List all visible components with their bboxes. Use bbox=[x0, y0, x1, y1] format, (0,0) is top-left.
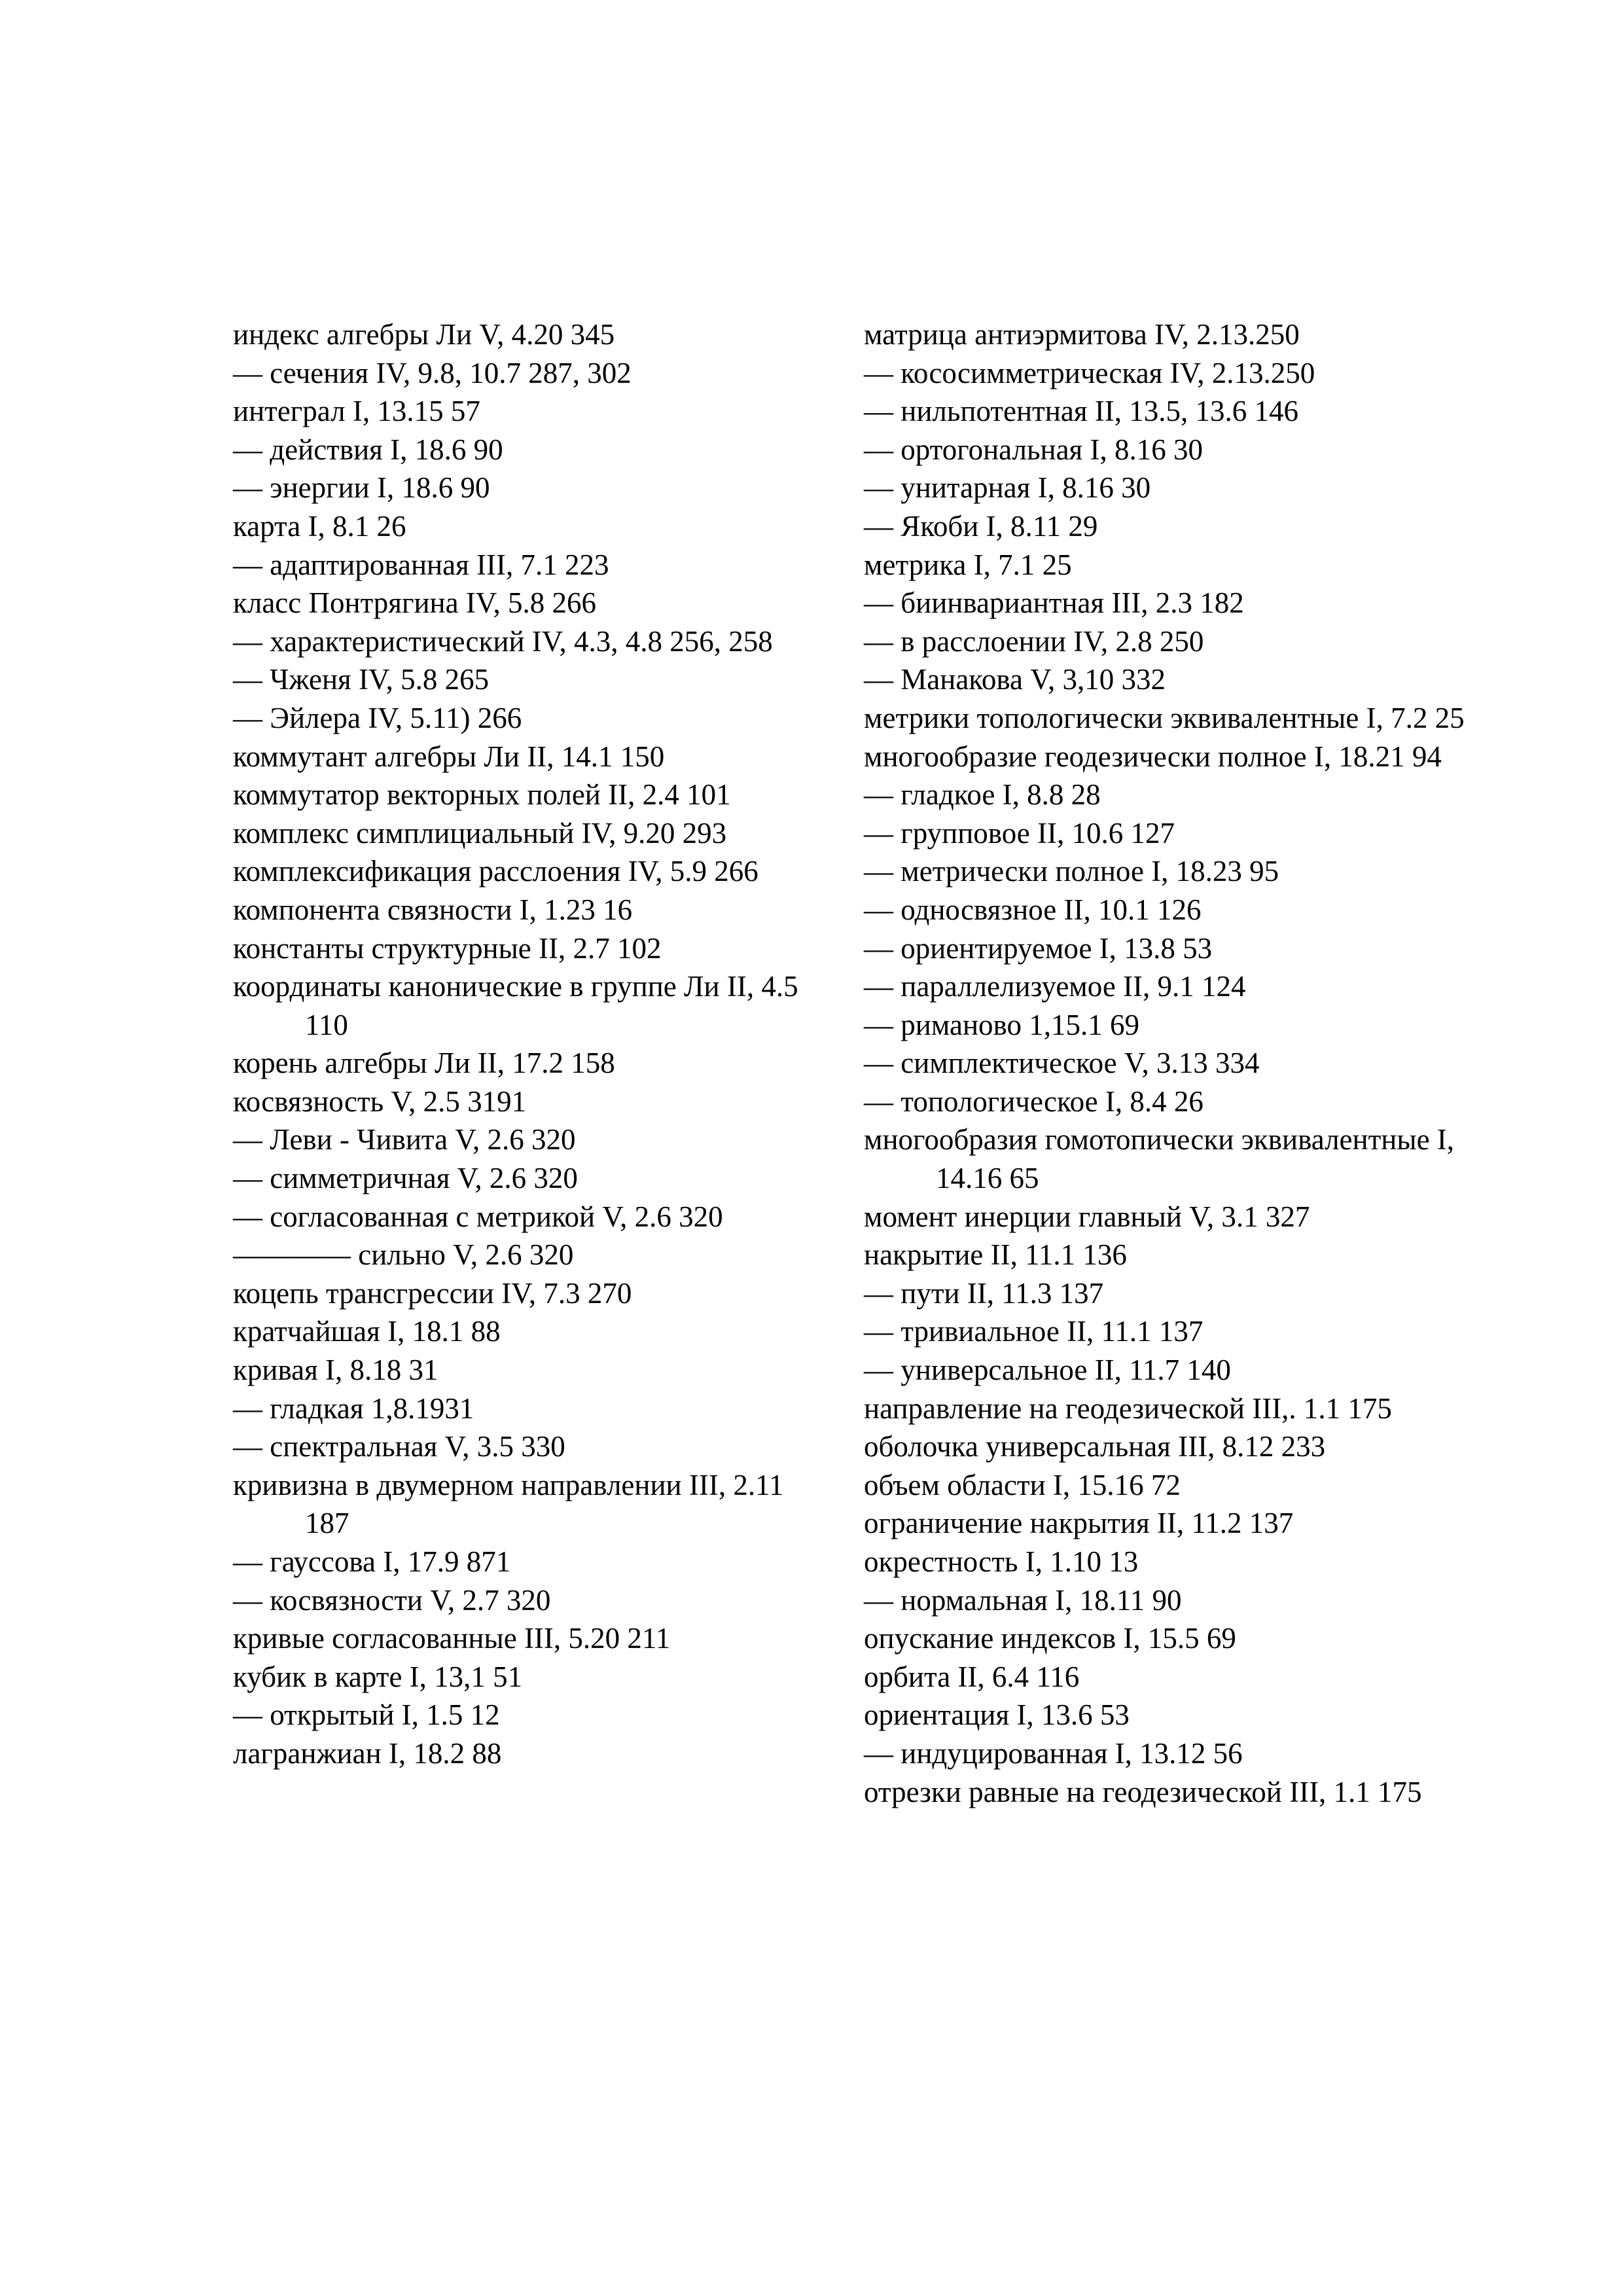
index-entry: — индуцированная I, 13.12 56 bbox=[864, 1736, 1243, 1770]
index-entry: ориентация I, 13.6 53 bbox=[864, 1698, 1130, 1732]
index-entry: — риманово 1,15.1 69 bbox=[864, 1008, 1139, 1041]
index-entry: класс Понтрягина IV, 5.8 266 bbox=[233, 586, 597, 620]
index-entry: — адаптированная III, 7.1 223 bbox=[233, 548, 609, 581]
index-entry: накрытие II, 11.1 136 bbox=[864, 1238, 1127, 1272]
index-entry: — нильпотентная II, 13.5, 13.6 146 bbox=[864, 395, 1298, 428]
index-entry: коцепь трансгрессии IV, 7.3 270 bbox=[233, 1276, 632, 1310]
index-entry: — косвязности V, 2.7 320 bbox=[233, 1583, 551, 1617]
index-entry: — гладкое I, 8.8 28 bbox=[864, 778, 1101, 812]
index-entry: многообразие геодезически полное I, 18.21 94 bbox=[864, 740, 1442, 773]
index-entry: — Якоби I, 8.11 29 bbox=[864, 509, 1098, 543]
index-entry: — сечения IV, 9.8, 10.7 287, 302 bbox=[233, 356, 632, 389]
index-entry: момент инерции главный V, 3.1 327 bbox=[864, 1200, 1310, 1233]
index-entry: орбита II, 6.4 116 bbox=[864, 1660, 1080, 1693]
index-entry: корень алгебры Ли II, 17.2 158 bbox=[233, 1047, 615, 1080]
index-entry: оболочка универсальная III, 8.12 233 bbox=[864, 1430, 1326, 1463]
index-entry: — метрически полное I, 18.23 95 bbox=[864, 855, 1279, 888]
index-entry: — согласованная с метрикой V, 2.6 320 bbox=[233, 1200, 723, 1233]
index-entry: — спектральная V, 3.5 330 bbox=[233, 1430, 565, 1463]
index-entry: метрика I, 7.1 25 bbox=[864, 548, 1072, 581]
index-entry: комплекс симплициальный IV, 9.20 293 bbox=[233, 816, 727, 850]
index-entry: — Манакова V, 3,10 332 bbox=[864, 663, 1166, 696]
index-entry: — открытый I, 1.5 12 bbox=[233, 1698, 500, 1732]
index-entry: отрезки равные на геодезической III, 1.1 175 bbox=[864, 1775, 1422, 1808]
index-entry: — топологическое I, 8.4 26 bbox=[864, 1085, 1204, 1118]
index-entry: комплексификация расслоения IV, 5.9 266 bbox=[233, 855, 758, 888]
index-entry: — в расслоении IV, 2.8 250 bbox=[864, 624, 1204, 658]
index-entry: индекс алгебры Ли V, 4.20 345 bbox=[233, 318, 615, 351]
index-entry: — симплектическое V, 3.13 334 bbox=[864, 1047, 1260, 1080]
index-entry: коммутант алгебры Ли II, 14.1 150 bbox=[233, 740, 665, 773]
index-entry: метрики топологически эквивалентные I, 7.2 25 bbox=[864, 701, 1465, 734]
index-entry: — Эйлера IV, 5.11) 266 bbox=[233, 701, 522, 734]
index-entry: — унитарная I, 8.16 30 bbox=[864, 471, 1151, 505]
index-entry: — ортогональная I, 8.16 30 bbox=[864, 433, 1203, 466]
index-entry: лагранжиан I, 18.2 88 bbox=[233, 1736, 502, 1770]
index-entry: — пути II, 11.3 137 bbox=[864, 1276, 1104, 1310]
index-entry: кривые согласованные III, 5.20 211 bbox=[233, 1622, 671, 1655]
index-column-right bbox=[864, 315, 1472, 1811]
index-entry: окрестность I, 1.10 13 bbox=[864, 1545, 1139, 1578]
index-entry: константы структурные II, 2.7 102 bbox=[233, 931, 662, 965]
index-entry: — тривиальное II, 11.1 137 bbox=[864, 1315, 1204, 1348]
index-entry: — универсальное II, 11.7 140 bbox=[864, 1354, 1231, 1387]
index-entry: многообразия гомотопически эквивалентные I, 14.16 65 bbox=[864, 1123, 1455, 1195]
index-entry: — нормальная I, 18.11 90 bbox=[864, 1583, 1182, 1617]
index-entry: косвязность V, 2.5 3191 bbox=[233, 1085, 527, 1118]
index-entry: — действия I, 18.6 90 bbox=[233, 433, 503, 466]
index-entry: опускание индексов I, 15.5 69 bbox=[864, 1622, 1236, 1655]
index-entry: — характеристический IV, 4.3, 4.8 256, 258 bbox=[233, 624, 773, 658]
index-entry: — энергии I, 18.6 90 bbox=[233, 471, 490, 505]
index-entry: — параллелизуемое II, 9.1 124 bbox=[864, 970, 1246, 1003]
index-entry: кратчайшая I, 18.1 88 bbox=[233, 1315, 501, 1348]
index-entry: — Леви - Чивита V, 2.6 320 bbox=[233, 1123, 576, 1157]
index-entry: компонента связности I, 1.23 16 bbox=[233, 893, 633, 926]
index-entry: координаты канонические в группе Ли II, 4.5 110 bbox=[233, 970, 798, 1041]
index-entry: — кососимметрическая IV, 2.13.250 bbox=[864, 356, 1315, 389]
index-entry: ———— сильно V, 2.6 320 bbox=[233, 1238, 574, 1272]
index-entry: — симметричная V, 2.6 320 bbox=[233, 1162, 578, 1195]
index-entry: — гауссова I, 17.9 871 bbox=[233, 1545, 511, 1578]
index-column-left bbox=[233, 315, 822, 1773]
index-entry: — Чженя IV, 5.8 265 bbox=[233, 663, 490, 696]
index-entry: коммутатор векторных полей II, 2.4 101 bbox=[233, 778, 731, 812]
index-entry: — биинвариантная III, 2.3 182 bbox=[864, 586, 1244, 620]
index-entry: интеграл I, 13.15 57 bbox=[233, 395, 480, 428]
index-entry: кубик в карте I, 13,1 51 bbox=[233, 1660, 523, 1693]
index-entry: — односвязное II, 10.1 126 bbox=[864, 893, 1202, 926]
index-entry: направление на геодезической III,. 1.1 175 bbox=[864, 1391, 1392, 1425]
index-entry: кривизна в двумерном направлении III, 2.11 187 bbox=[233, 1468, 784, 1540]
index-entry: объем области I, 15.16 72 bbox=[864, 1468, 1181, 1501]
index-entry: кривая I, 8.18 31 bbox=[233, 1354, 438, 1387]
index-entry: карта I, 8.1 26 bbox=[233, 509, 406, 543]
index-entry: — гладкая 1,8.1931 bbox=[233, 1391, 474, 1425]
index-entry: матрица антиэрмитова IV, 2.13.250 bbox=[864, 318, 1300, 351]
index-entry: — групповое II, 10.6 127 bbox=[864, 816, 1175, 850]
index-entry: — ориентируемое I, 13.8 53 bbox=[864, 931, 1213, 965]
index-entry: ограничение накрытия II, 11.2 137 bbox=[864, 1507, 1294, 1540]
